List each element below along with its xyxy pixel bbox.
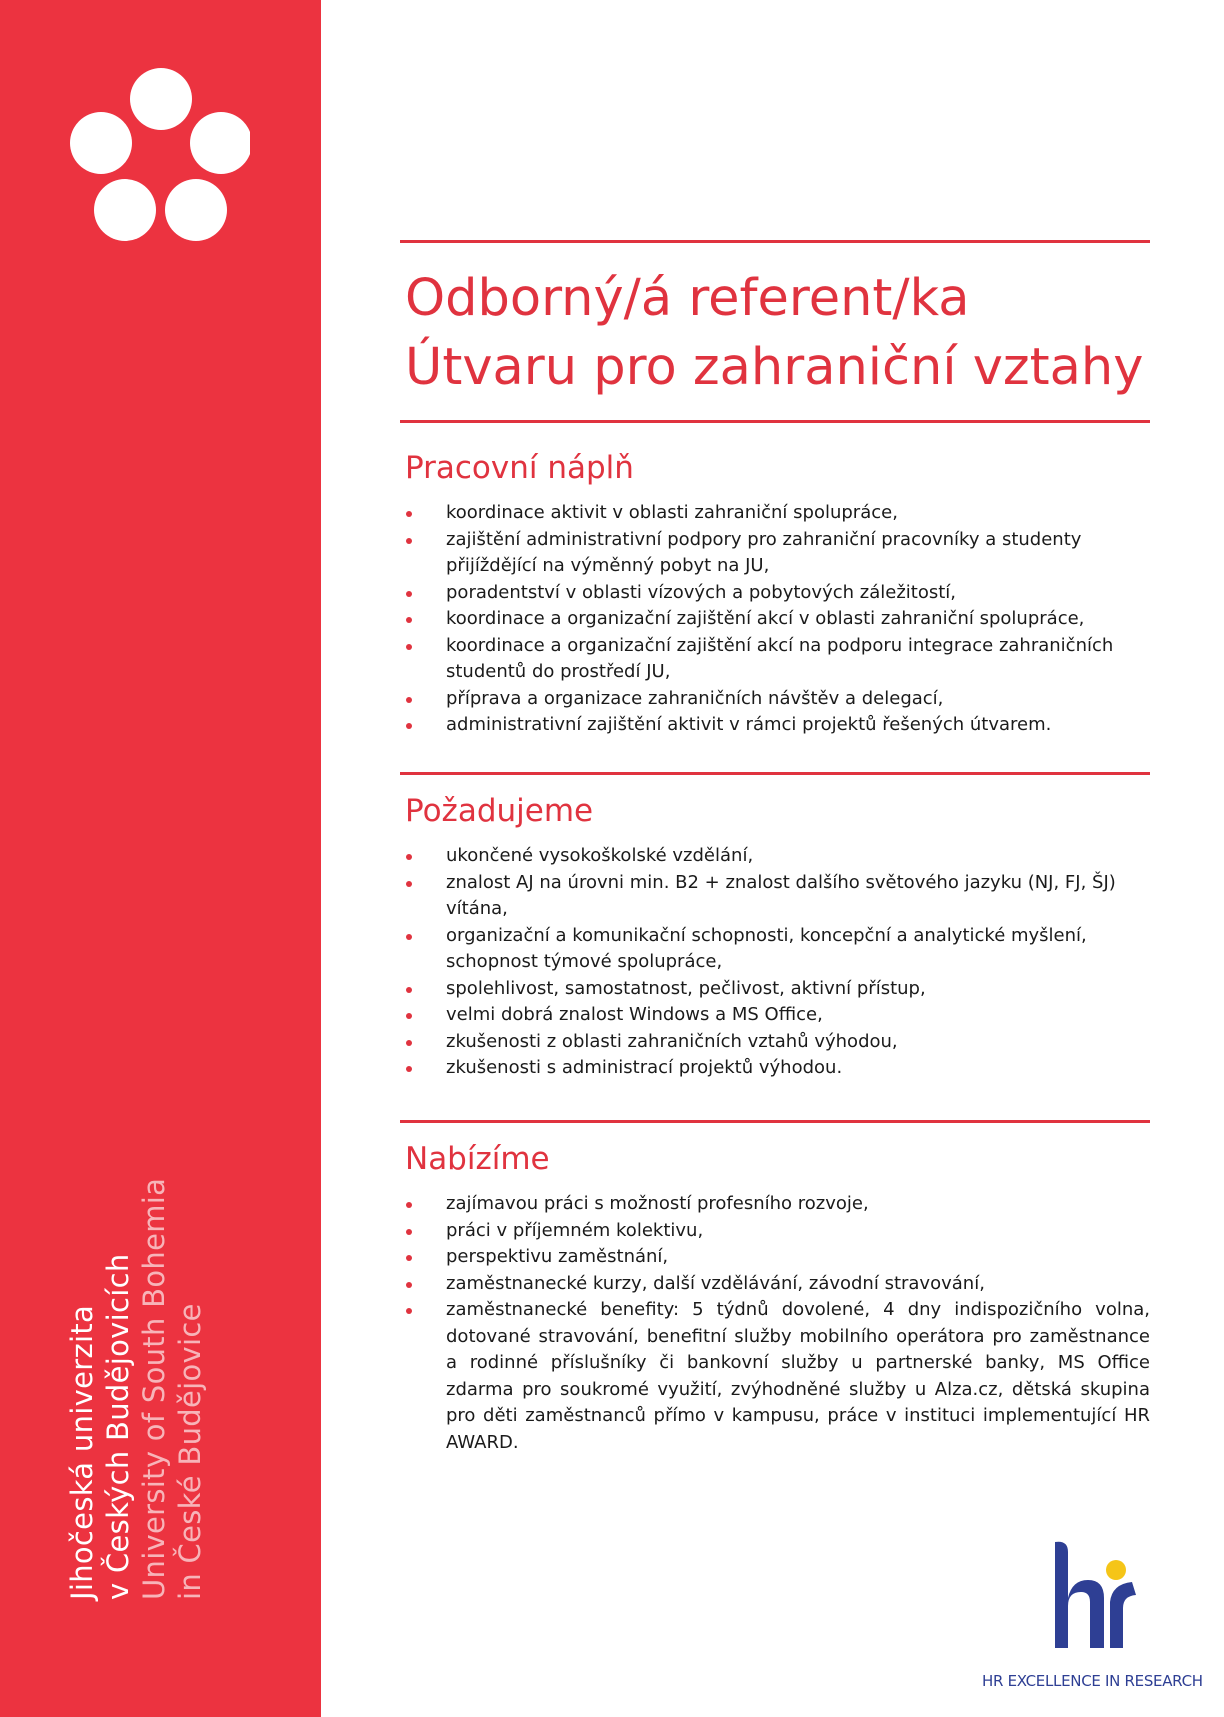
list-item: perspektivu zaměstnání,: [405, 1244, 1150, 1271]
list-item: administrativní zajištění aktivit v rámci projektů řešených útvarem.: [405, 712, 1150, 739]
offer-list: [405, 1191, 1150, 1456]
bullet-icon: [406, 1202, 412, 1208]
requirements-list: [405, 843, 1150, 1082]
list-item: organizační a komunikační schopnosti, koncepční a analytické myšlení, schopnost týmové spolupráce,: [405, 923, 1150, 976]
page-title-line2: Útvaru pro zahraniční vztahy: [405, 338, 1144, 397]
page-title: [405, 264, 1143, 402]
university-name-en-line2: in České Budějovice: [173, 1303, 207, 1600]
list-item: spolehlivost, samostatnost, pečlivost, aktivní přístup,: [405, 976, 1150, 1003]
university-name-cz-line1: Jihočeská univerzita: [65, 1304, 99, 1600]
duties-list: [405, 500, 1150, 739]
list-item: poradentství v oblasti vízových a pobytových záležitostí,: [405, 580, 1150, 607]
sidebar: [0, 0, 321, 1717]
university-name-cz-line2: v Českých Budějovicích: [101, 1253, 135, 1600]
divider: [400, 772, 1150, 775]
list-item: příprava a organizace zahraničních návštěv a delegací,: [405, 686, 1150, 713]
list-item: koordinace a organizační zajištění akcí na podporu integrace zahraničních studentů do prostředí JU,: [405, 633, 1150, 686]
list-item: zaměstnanecké benefity: 5 týdnů dovolené, 4 dny indispozičního volna, dotované stravování, benefitní služby mobilního operátora pro zaměstnance a rodinné příslušníky či bankovní služby u partnerské banky, MS Office zdarma pro soukromé využití, zvýhodněné služby u Alza.cz, dětská skupina pro děti zaměstnanců přímo v kampusu, práce v instituci implementující HR AWARD.: [405, 1297, 1150, 1456]
list-item: ukončené vysokoškolské vzdělání,: [405, 843, 1150, 870]
bullet-icon: [406, 934, 412, 940]
section-heading-offer: Nabízíme: [405, 1141, 550, 1177]
section-heading-requirements: Požadujeme: [405, 793, 594, 829]
section-heading-duties: Pracovní náplň: [405, 450, 634, 486]
bullet-icon: [406, 644, 412, 650]
list-item: velmi dobrá znalost Windows a MS Office,: [405, 1002, 1150, 1029]
bullet-icon: [406, 538, 412, 544]
bullet-icon: [406, 617, 412, 623]
bullet-icon: [406, 723, 412, 729]
list-item: zajímavou práci s možností profesního rozvoje,: [405, 1191, 1150, 1218]
list-item: znalost AJ na úrovni min. B2 + znalost dalšího světového jazyku (NJ, FJ, ŠJ) vítána,: [405, 870, 1150, 923]
university-name: [64, 1178, 208, 1600]
hr-excellence-logo-icon: [1050, 1540, 1140, 1650]
page-title-line1: Odborný/á referent/ka: [405, 269, 970, 328]
list-item: koordinace aktivit v oblasti zahraniční spolupráce,: [405, 500, 1150, 527]
bullet-icon: [406, 1013, 412, 1019]
bullet-icon: [406, 1308, 412, 1314]
hr-excellence-caption: HR EXCELLENCE IN RESEARCH: [982, 1672, 1203, 1690]
bullet-icon: [406, 697, 412, 703]
bullet-icon: [406, 1066, 412, 1072]
bullet-icon: [406, 881, 412, 887]
bullet-icon: [406, 854, 412, 860]
list-item: zkušenosti s administrací projektů výhodou.: [405, 1055, 1150, 1082]
bullet-icon: [406, 511, 412, 517]
bullet-icon: [406, 1255, 412, 1261]
list-item: zajištění administrativní podpory pro zahraniční pracovníky a studenty přijíždějící na výměnný pobyt na JU,: [405, 527, 1150, 580]
list-item: zaměstnanecké kurzy, další vzdělávání, závodní stravování,: [405, 1271, 1150, 1298]
divider: [400, 1120, 1150, 1123]
list-item: zkušenosti z oblasti zahraničních vztahů výhodou,: [405, 1029, 1150, 1056]
university-name-en-line1: University of South Bohemia: [137, 1177, 171, 1600]
divider: [400, 420, 1150, 423]
list-item: koordinace a organizační zajištění akcí v oblasti zahraniční spolupráce,: [405, 606, 1150, 633]
university-logo-icon: [70, 68, 250, 243]
bullet-icon: [406, 1282, 412, 1288]
divider: [400, 240, 1150, 243]
list-item: práci v příjemném kolektivu,: [405, 1218, 1150, 1245]
bullet-icon: [406, 987, 412, 993]
bullet-icon: [406, 1040, 412, 1046]
bullet-icon: [406, 591, 412, 597]
bullet-icon: [406, 1229, 412, 1235]
